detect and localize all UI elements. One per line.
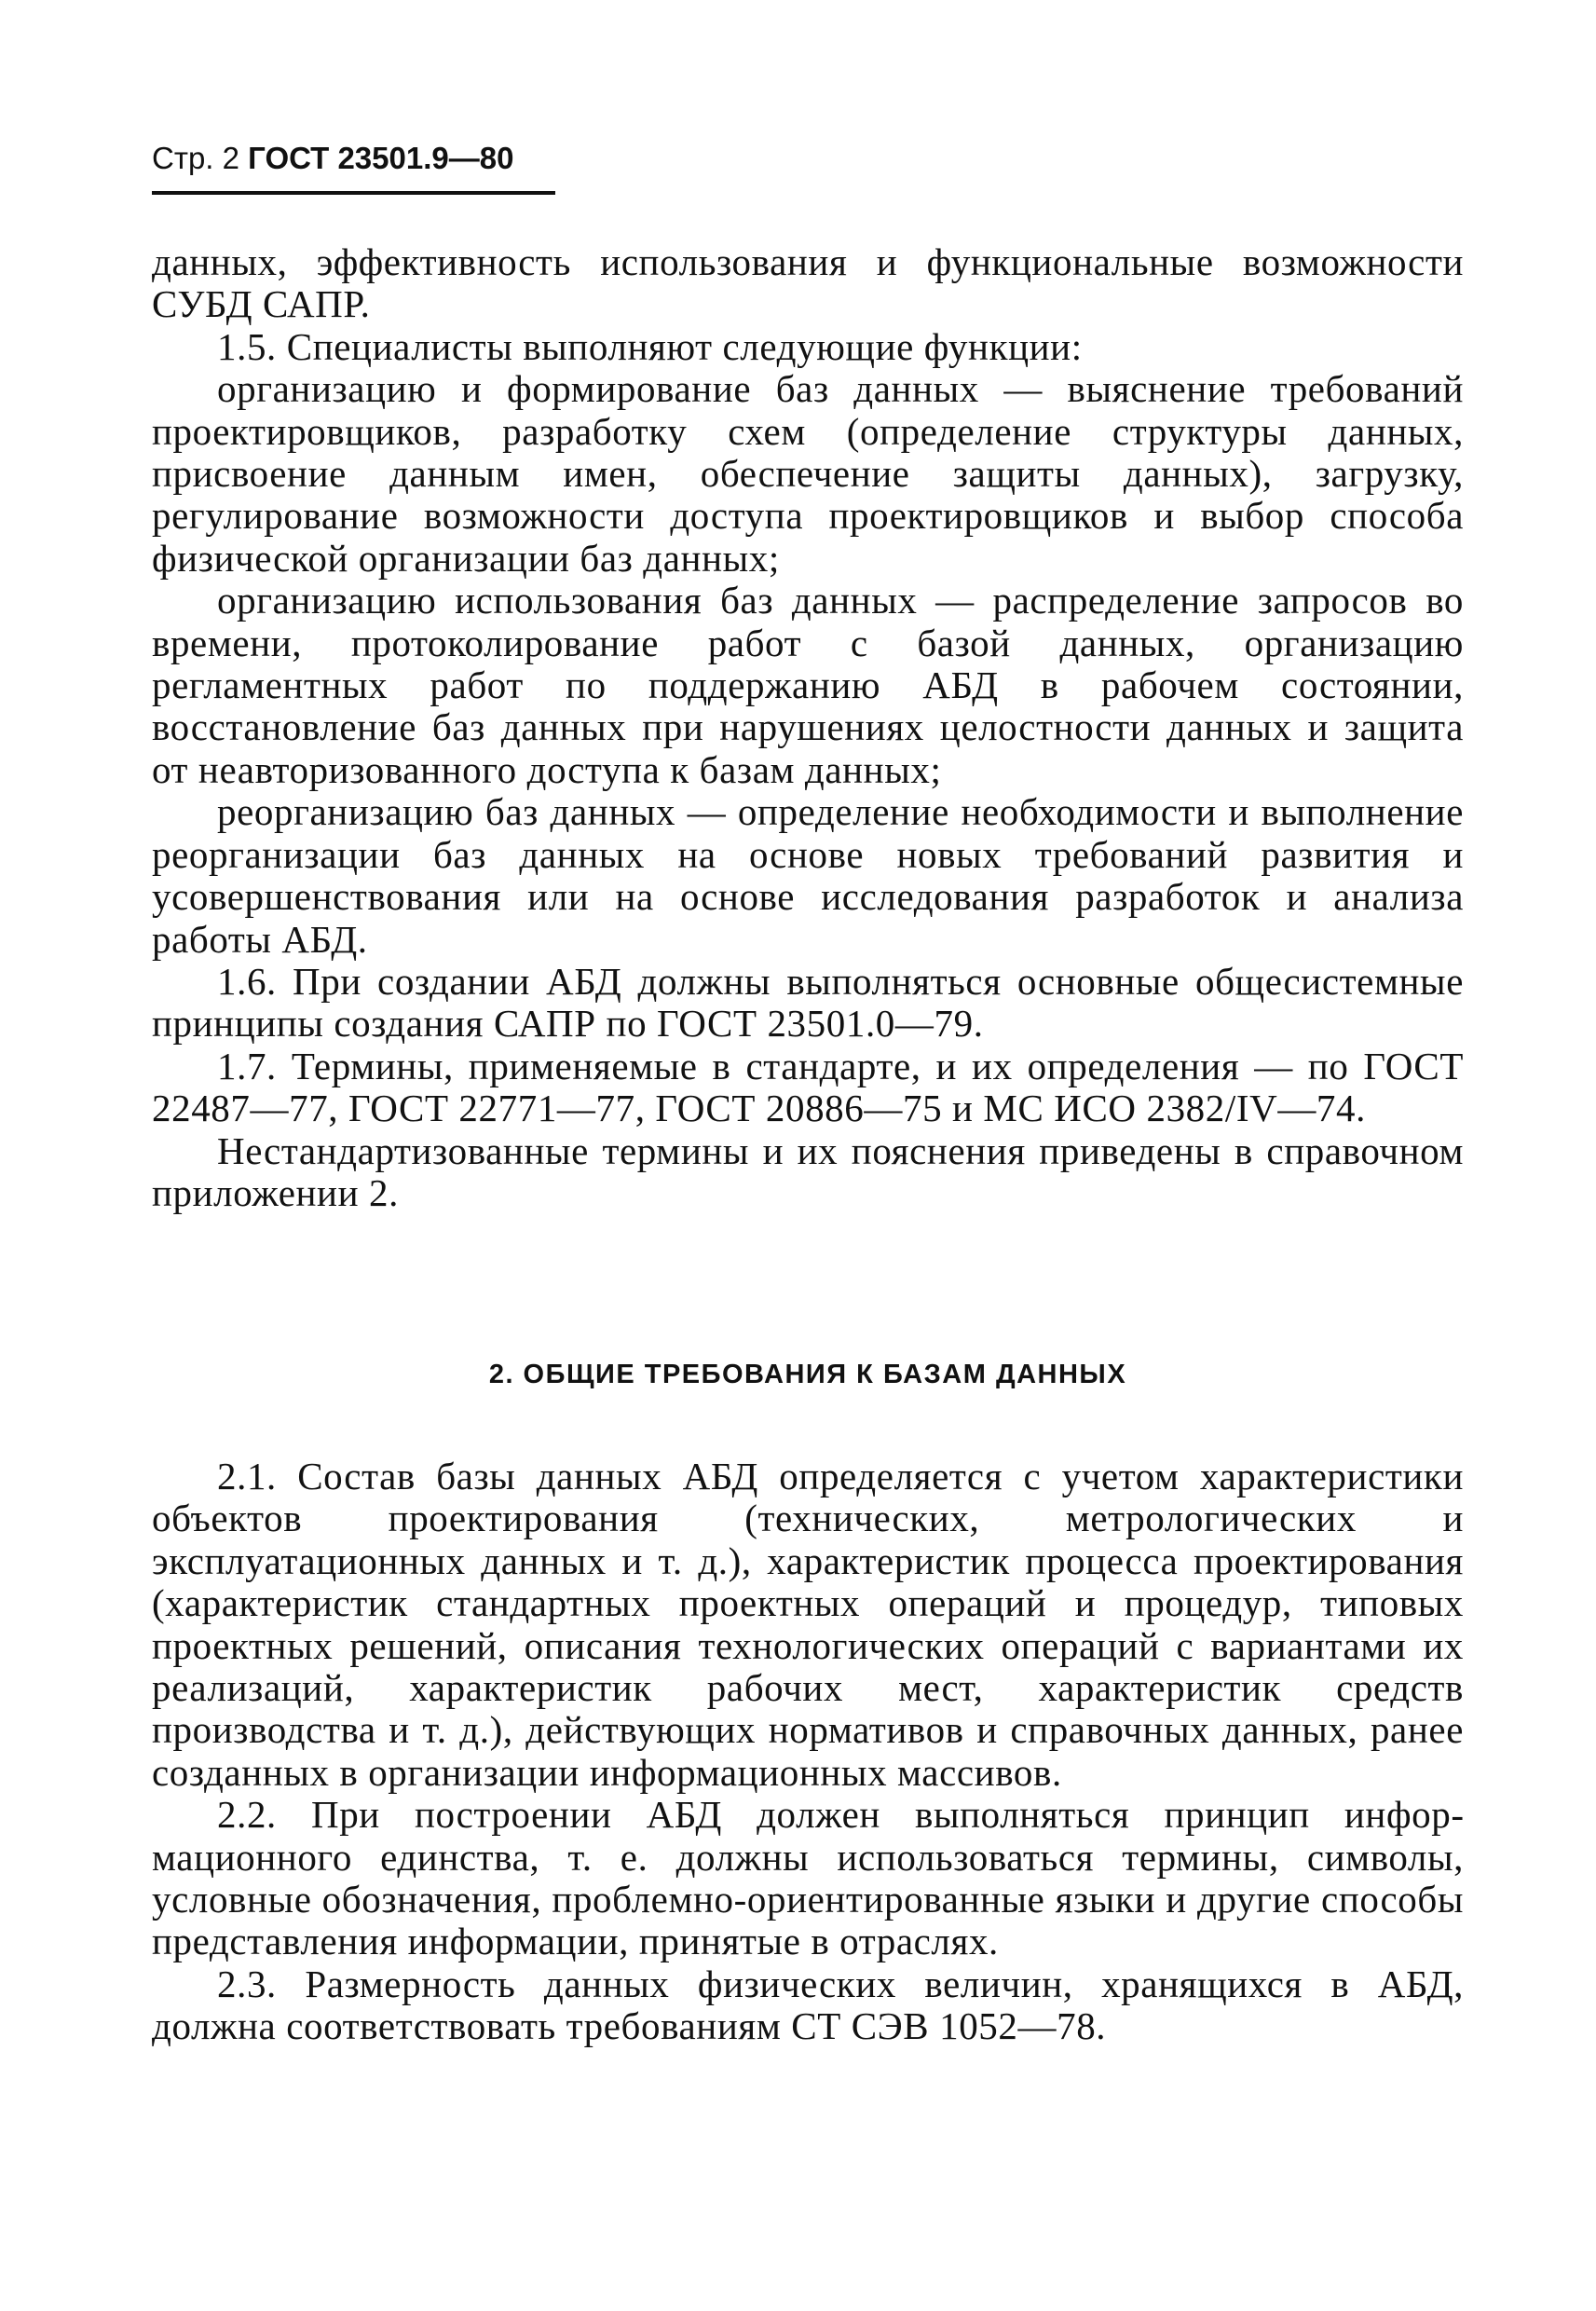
document-code: ГОСТ 23501.9—80 xyxy=(248,141,514,175)
paragraph-1-0: данных, эффективность использования и функциональные возможности СУБД САПР. xyxy=(152,240,1464,326)
page-header xyxy=(152,138,554,179)
paragraph-1-5: 1.5. Специалисты выполняют следующие функции: xyxy=(217,324,1083,368)
paragraph-2-3: 2.3. Размерность данных физических величин, хранящихся в АБД, должна соответствовать требованиям СТ СЭВ 1052—78. xyxy=(152,1962,1464,2048)
paragraph-1-6: 1.6. При создании АБД должны выполняться основные общесистемные принципы создания САПР по ГОСТ 23501.0—79. xyxy=(152,959,1464,1046)
page-number: Стр. 2 xyxy=(152,141,239,175)
paragraph-2-2: 2.2. При построении АБД должен выполняться принцип информационного единства, т. е. должны использоваться термины, символы, условные обозначения, проблемно-ориентированные языки и другие способы представления информации, принятые в отраслях. xyxy=(152,1793,1464,1963)
paragraph-1-5-item-usage: организацию использования баз данных — распределение запросов во времени, протоколирование работ с базой данных, организацию регламентных работ по поддержанию АБД в рабочем состоянии, восстановление баз данных при нарушениях целостности данных и защита от неавторизованного доступа к базам данных; xyxy=(152,579,1464,791)
section-1-continuation xyxy=(152,241,1464,1214)
paragraph-1-5-item-reorganization: реорганизацию баз данных — определение необходимости и выполнение реорганизации баз данных на основе новых требований развития и усовершенствования или на основе исследования разработок и анализа работы АБД. xyxy=(152,790,1464,961)
paragraph-1-5-item-organization: организацию и формирование баз данных — выяснение требований проектировщиков, разработку схем (определение структуры данных, присвоение данным имен, обеспечение защиты данных), загрузку, регулирование возможности доступа проектировщиков и выбор способа физической организации баз данных; xyxy=(152,367,1464,580)
paragraph-1-7: 1.7. Термины, применяемые в стандарте, и их определения — по ГОСТ 22487—77, ГОСТ 22771—77, ГОСТ 20886—75 и МС ИСО 2382/IV—74. xyxy=(152,1044,1464,1130)
paragraph-2-1: 2.1. Состав базы данных АБД определяется с учетом характеристики объектов проектирования (технических, метрологических и эксплуатационных данных и т. д.), характеристик процесса проектирования (характеристик стандартных проектных операций и процедур, типовых проектных решений, описания технологических операций с вариантами их реализаций, характеристик рабочих мест, характеристик средств производства и т. д.), действующих нормативов и справочных данных, ранее созданных в организации информационных массивов. xyxy=(152,1455,1464,1794)
header-underline xyxy=(152,191,555,195)
section-2-body xyxy=(152,1456,1464,2048)
paragraph-1-7-note: Нестандартизованные термины и их пояснения приведены в справочном приложении 2. xyxy=(152,1128,1464,1214)
section-2-heading: 2. ОБЩИЕ ТРЕБОВАНИЯ К БАЗАМ ДАННЫХ xyxy=(488,1360,1127,1389)
